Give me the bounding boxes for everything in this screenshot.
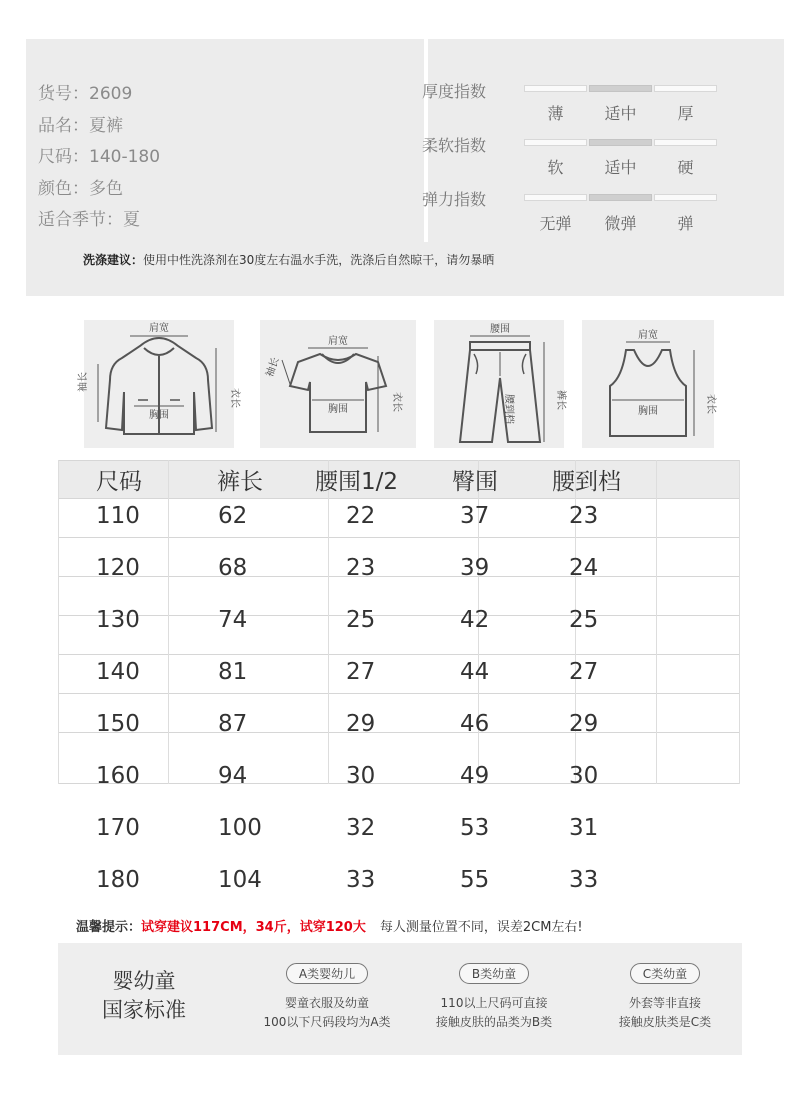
- table-cell: 81: [218, 659, 248, 685]
- pants-diagram: [434, 320, 564, 448]
- class-badge: B类幼童: [459, 963, 529, 984]
- table-header: 臀围: [452, 469, 498, 495]
- table-gridline: [168, 460, 169, 784]
- tshirt-icon: [260, 320, 416, 448]
- diagram-label: 胸围: [328, 404, 348, 415]
- table-cell: 37: [460, 503, 490, 529]
- table-cell: 23: [569, 503, 599, 529]
- table-gridline: [58, 460, 740, 461]
- table-cell: 55: [460, 867, 490, 893]
- info-row-size-range: 尺码：140-180: [38, 147, 161, 167]
- index-option: 适中: [604, 158, 637, 177]
- sizing-tip: [76, 916, 583, 935]
- index-segment: [589, 139, 652, 146]
- standard-title: 婴幼童 国家标准: [102, 969, 186, 1022]
- table-cell: 22: [346, 503, 376, 529]
- softness-index-label: 柔软指数: [422, 136, 487, 155]
- elasticity-index: [422, 187, 762, 237]
- table-cell: 27: [346, 659, 376, 685]
- diagram-label: 肩宽: [328, 336, 348, 347]
- table-gridline: [58, 615, 740, 616]
- table-gridline: [58, 654, 740, 655]
- thickness-index-label: 厚度指数: [422, 82, 487, 101]
- diagram-label: 肩宽: [638, 330, 658, 341]
- jacket-icon: [78, 320, 240, 448]
- table-gridline: [58, 498, 740, 499]
- thickness-index-bar: [524, 85, 717, 92]
- table-cell: 53: [460, 815, 490, 841]
- diagram-label: 腰围: [490, 324, 510, 335]
- tip-note: 每人测量位置不同，误差2CM左右!: [379, 920, 583, 935]
- table-cell: 49: [460, 763, 490, 789]
- class-description: 110以上尺码可直接 接触皮肤的品类为B类: [435, 996, 553, 1029]
- index-segment: [524, 85, 587, 92]
- table-gridline: [58, 576, 740, 577]
- class-b-card: [414, 963, 574, 1032]
- diagram-label: 胸围: [149, 410, 169, 421]
- table-cell: 29: [569, 711, 599, 737]
- diagram-label: 肩宽: [149, 323, 169, 334]
- index-segment: [524, 139, 587, 146]
- wash-advice-label: 洗涤建议：: [83, 253, 144, 267]
- table-cell: 170: [96, 815, 140, 841]
- table-cell: 120: [96, 555, 140, 581]
- table-cell: 42: [460, 607, 490, 633]
- diagram-label: 胸围: [638, 406, 658, 417]
- class-a-card: [247, 963, 407, 1032]
- tip-label: 温馨提示：: [76, 920, 142, 935]
- diagram-label: 衣长: [229, 388, 240, 408]
- size-table-grid: [58, 460, 740, 784]
- diagram-label: 衣长: [391, 392, 402, 412]
- class-badge: C类幼童: [630, 963, 700, 984]
- wash-advice: [83, 251, 494, 268]
- table-cell: 130: [96, 607, 140, 633]
- tip-highlight: 试穿建议117CM，34斤，试穿120大: [141, 920, 366, 935]
- wash-advice-text: 使用中性洗涤剂在30度左右温水手洗，洗涤后自然晾干，请勿暴晒: [143, 253, 495, 267]
- table-gridline: [58, 460, 59, 784]
- diagram-label: 袖长: [264, 356, 282, 379]
- table-cell: 87: [218, 711, 248, 737]
- table-cell: 62: [218, 503, 248, 529]
- table-cell: 25: [569, 607, 599, 633]
- softness-index: [422, 133, 762, 183]
- table-gridline: [58, 537, 740, 538]
- table-gridline: [58, 693, 740, 694]
- table-header: 腰到档: [552, 469, 621, 495]
- info-row-product-name: 品名：夏裤: [38, 115, 123, 136]
- diagram-label: 衣长: [705, 394, 716, 414]
- table-cell: 100: [218, 815, 262, 841]
- table-cell: 140: [96, 659, 140, 685]
- table-cell: 25: [346, 607, 376, 633]
- index-option: 弹: [677, 214, 694, 233]
- info-row-color: 颜色：多色: [38, 178, 123, 199]
- table-cell: 180: [96, 867, 140, 893]
- table-cell: 32: [346, 815, 376, 841]
- table-cell: 29: [346, 711, 376, 737]
- diagram-label: 裤长: [555, 390, 566, 410]
- class-c-card: [585, 963, 745, 1032]
- index-option: 无弹: [539, 214, 572, 233]
- table-cell: 74: [218, 607, 248, 633]
- elasticity-index-label: 弹力指数: [422, 190, 487, 209]
- index-option: 适中: [604, 104, 637, 123]
- index-option: 薄: [547, 104, 564, 123]
- softness-index-bar: [524, 139, 717, 146]
- product-info-panel: [26, 39, 784, 296]
- table-cell: 33: [569, 867, 599, 893]
- vest-diagram: [582, 320, 714, 448]
- index-option: 硬: [677, 158, 694, 177]
- table-header: 腰围1/2: [315, 469, 399, 495]
- table-cell: 160: [96, 763, 140, 789]
- table-cell: 33: [346, 867, 376, 893]
- class-description: 外套等非直接 接触皮肤类是C类: [618, 996, 712, 1029]
- thickness-index: [422, 79, 762, 129]
- table-cell: 94: [218, 763, 248, 789]
- table-cell: 30: [346, 763, 376, 789]
- index-segment: [654, 194, 717, 201]
- table-cell: 23: [346, 555, 376, 581]
- table-header: 裤长: [217, 469, 263, 495]
- index-option: 厚: [677, 104, 694, 123]
- vest-icon: [582, 320, 714, 448]
- table-cell: 46: [460, 711, 490, 737]
- info-row-season: 适合季节：夏: [38, 210, 140, 230]
- index-segment: [589, 85, 652, 92]
- class-description: 婴童衣服及幼童 100以下尺码段均为A类: [263, 996, 391, 1029]
- tshirt-diagram: [260, 320, 416, 448]
- table-cell: 110: [96, 503, 140, 529]
- index-segment: [524, 194, 587, 201]
- national-standard-panel: [58, 943, 742, 1055]
- product-info-list: [38, 79, 160, 237]
- table-header: 尺码: [96, 469, 142, 495]
- class-badge: A类婴幼儿: [286, 963, 368, 984]
- pants-icon: [434, 320, 564, 448]
- table-gridline: [58, 783, 740, 784]
- table-cell: 31: [569, 815, 599, 841]
- info-row-item-number: 货号：2609: [38, 84, 133, 104]
- table-cell: 150: [96, 711, 140, 737]
- index-segment: [589, 194, 652, 201]
- table-gridline: [328, 460, 329, 784]
- table-gridline: [58, 732, 740, 733]
- index-segment: [654, 139, 717, 146]
- index-option: 软: [547, 158, 564, 177]
- jacket-diagram: [78, 320, 240, 448]
- index-segment: [654, 85, 717, 92]
- elasticity-index-bar: [524, 194, 717, 201]
- diagram-label: 腰到档: [503, 394, 514, 424]
- table-cell: 27: [569, 659, 599, 685]
- diagram-label: 袖长: [78, 372, 89, 392]
- table-cell: 104: [218, 867, 262, 893]
- table-cell: 24: [569, 555, 599, 581]
- table-cell: 30: [569, 763, 599, 789]
- table-cell: 68: [218, 555, 248, 581]
- table-gridline: [739, 460, 740, 784]
- table-cell: 44: [460, 659, 490, 685]
- index-option: 微弹: [604, 214, 637, 233]
- table-cell: 39: [460, 555, 490, 581]
- table-gridline: [656, 460, 657, 784]
